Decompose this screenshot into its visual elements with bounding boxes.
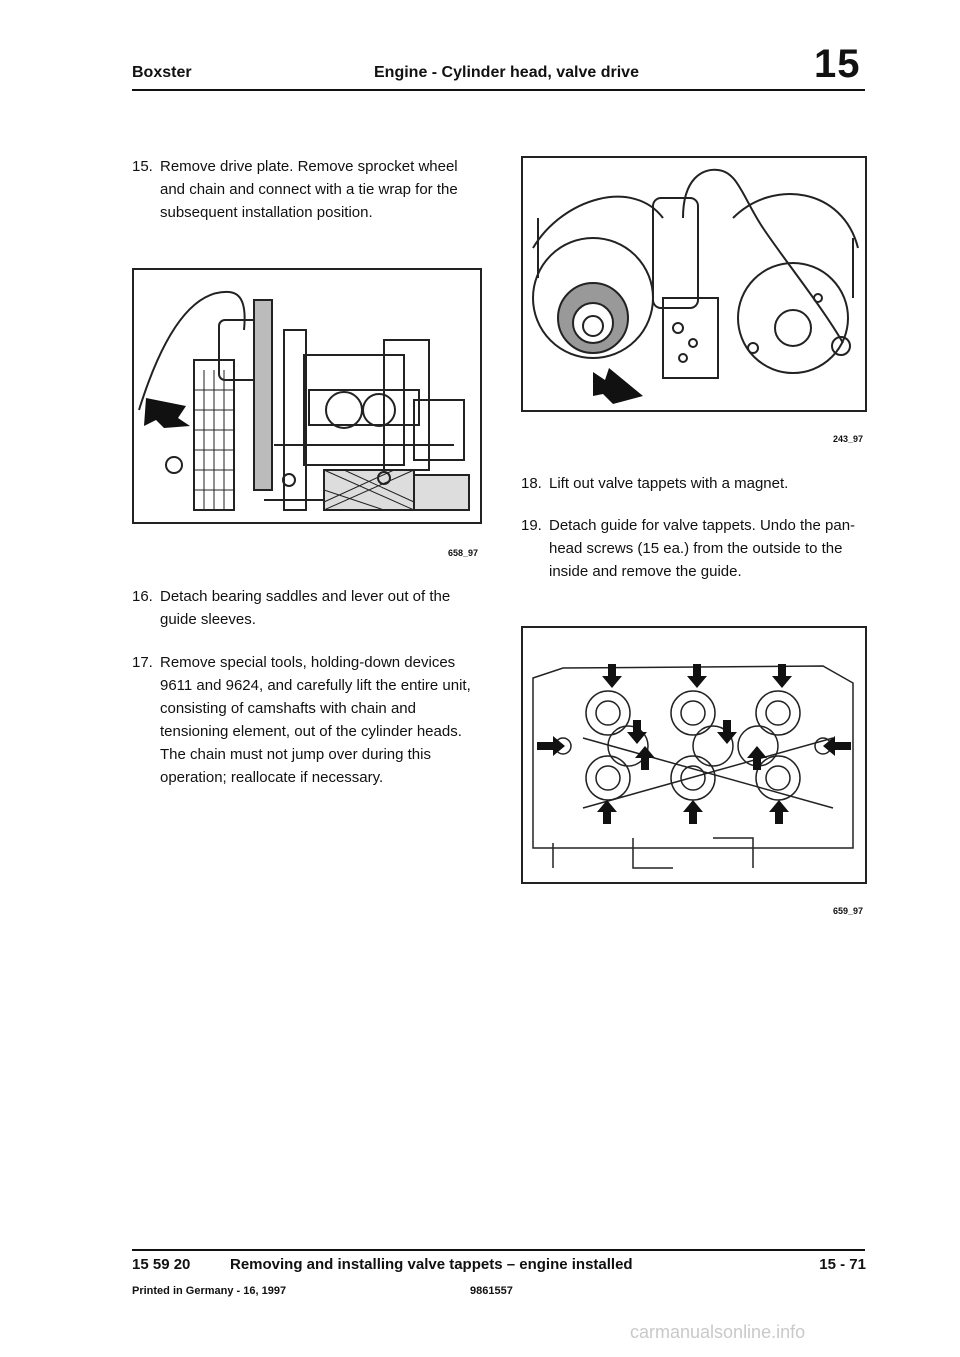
figure-illustration xyxy=(134,270,480,522)
figure-number-658: 658_97 xyxy=(447,548,478,558)
header-model: Boxster xyxy=(132,64,192,81)
figure-illustration xyxy=(523,628,865,882)
figure-illustration xyxy=(523,158,865,410)
footer-part-number: 9861557 xyxy=(470,1285,513,1297)
step-text: Lift out valve tappets with a magnet. xyxy=(549,475,789,492)
step-19 xyxy=(521,514,866,583)
header-group-number: 15 xyxy=(814,42,861,86)
step-15 xyxy=(132,155,484,224)
step-number: 19. xyxy=(521,517,542,534)
figure-camshaft-sprocket xyxy=(132,268,482,524)
figure-number-243: 243_97 xyxy=(832,434,863,444)
step-number: 18. xyxy=(521,475,542,492)
step-17 xyxy=(132,651,484,789)
step-18 xyxy=(521,472,866,495)
step-text: Remove drive plate. Remove sprocket wheel and chain and connect with a tie wrap for the subsequent installation position. xyxy=(160,158,458,221)
step-text: Remove special tools, holding-down devices 9611 and 9624, and carefully lift the entire unit, consisting of camshafts with chain and tensioning element, out of the cylinder heads. The chain must not jump over during this operation; reallocate if necessary. xyxy=(160,654,471,786)
header-section-title: Engine - Cylinder head, valve drive xyxy=(374,64,639,81)
footer-page-number: 15 - 71 xyxy=(819,1256,866,1273)
figure-tappet-guide xyxy=(521,626,867,884)
figure-number-659: 659_97 xyxy=(832,906,863,916)
step-16 xyxy=(132,585,484,631)
footer-printed: Printed in Germany - 16, 1997 xyxy=(132,1285,287,1297)
step-number: 16. xyxy=(132,588,153,605)
step-number: 17. xyxy=(132,654,153,671)
step-number: 15. xyxy=(132,158,153,175)
step-text: Detach bearing saddles and lever out of the guide sleeves. xyxy=(160,588,451,628)
step-text: Detach guide for valve tappets. Undo the pan-head screws (15 ea.) from the outside to the inside and remove the guide. xyxy=(549,517,856,580)
watermark: carmanualsonline.info xyxy=(630,1322,806,1342)
figure-camshaft-adjuster xyxy=(521,156,867,412)
footer-code: 15 59 20 xyxy=(132,1256,191,1273)
footer-title: Removing and installing valve tappets – engine installed xyxy=(230,1256,633,1273)
footer-rule xyxy=(132,1249,865,1251)
header-rule xyxy=(132,89,865,91)
